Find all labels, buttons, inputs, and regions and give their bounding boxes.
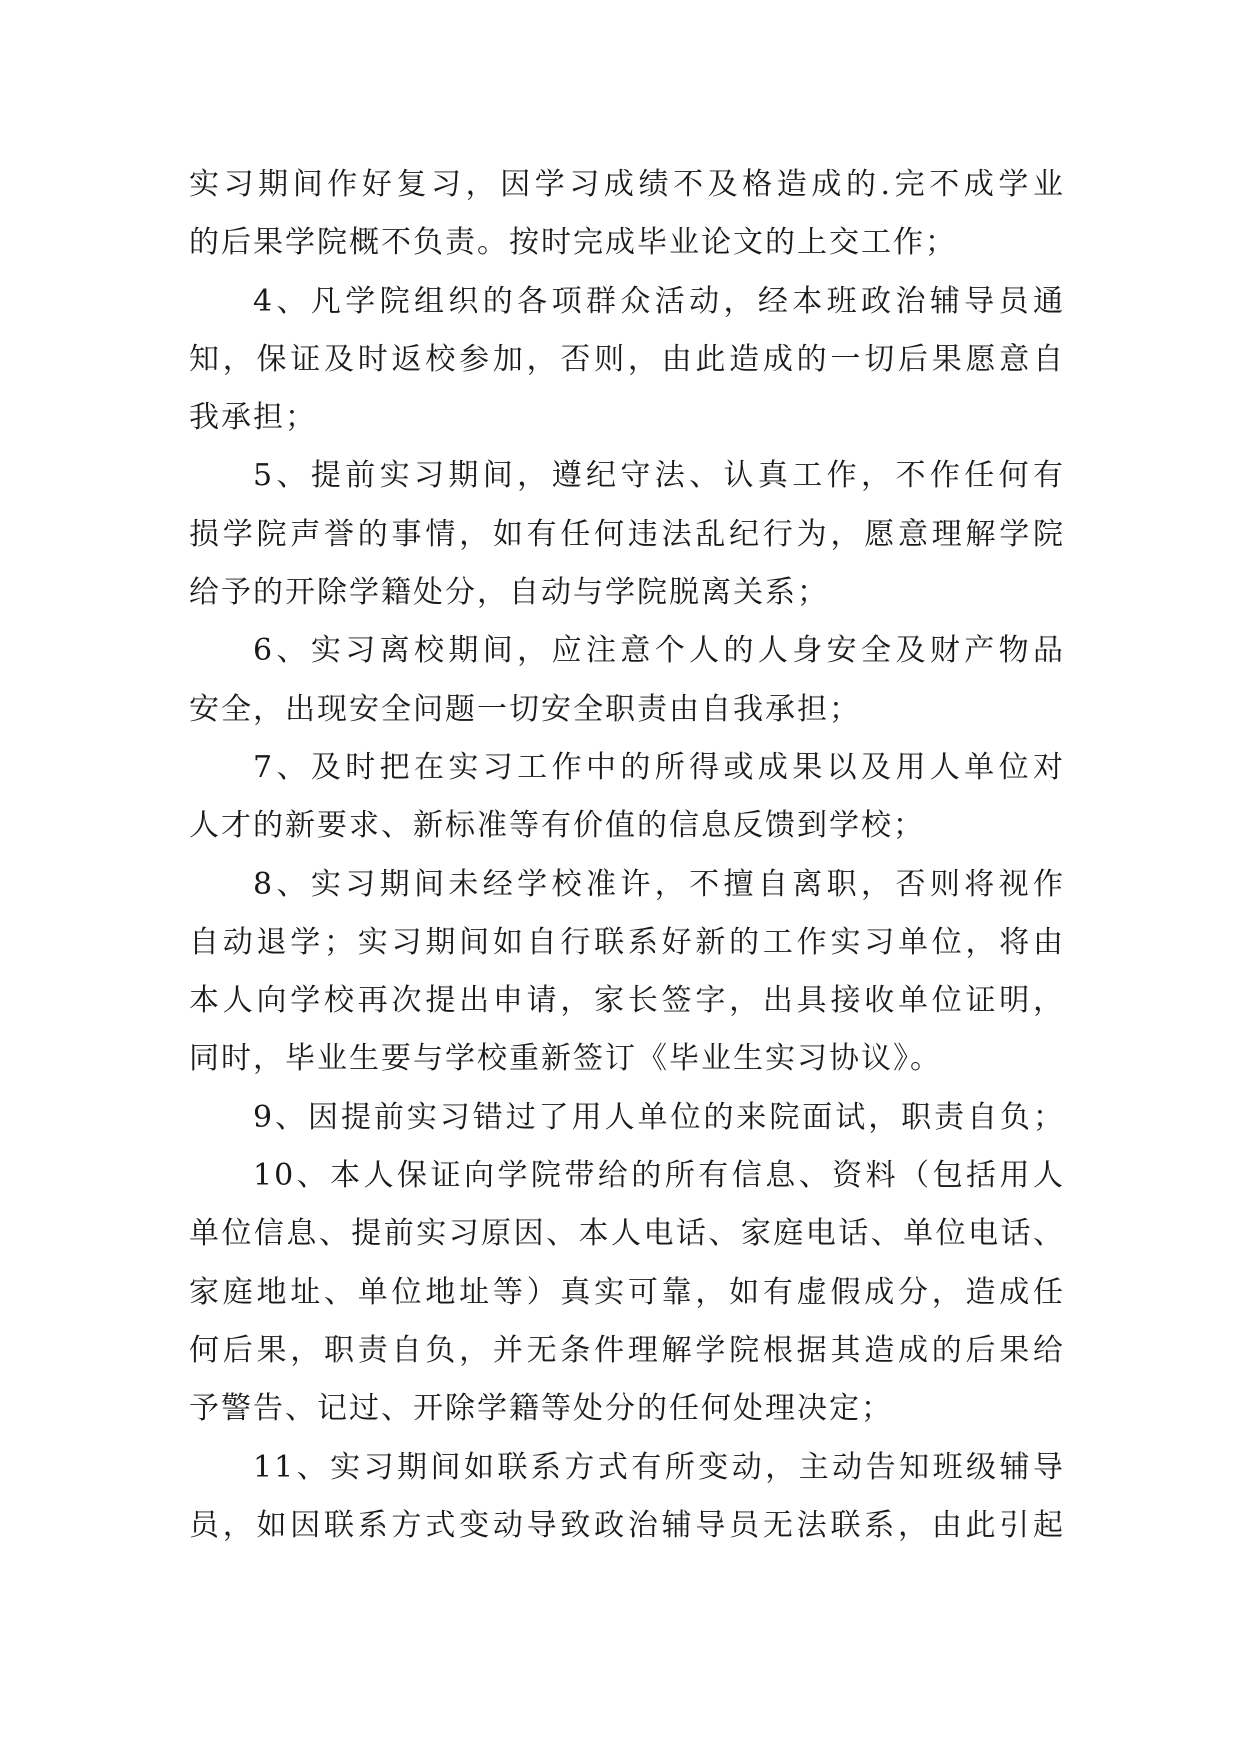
text-line: 员，如因联系方式变动导致政治辅导员无法联系，由此引起 — [189, 1507, 1065, 1543]
text-line: 同时，毕业生要与学校重新签订《毕业生实习协议》。 — [189, 1041, 942, 1077]
text-line: 10、本人保证向学院带给的所有信息、资料（包括用人 — [253, 1158, 1065, 1194]
document-body — [189, 156, 1065, 1555]
text-line: 实习期间作好复习，因学习成绩不及格造成的.完不成学业 — [189, 167, 1065, 202]
text-line: 11、实习期间如联系方式有所变动，主动告知班级辅导 — [253, 1449, 1065, 1485]
text-line: 安全，出现安全问题一切安全职责由自我承担； — [189, 691, 861, 727]
text-line: 损学院声誉的事情，如有任何违法乱纪行为，愿意理解学院 — [189, 516, 1065, 552]
text-line: 4、凡学院组织的各项群众活动，经本班政治辅导员通 — [253, 283, 1065, 319]
text-line: 予警告、记过、开除学籍等处分的任何处理决定； — [189, 1391, 893, 1427]
text-line: 我承担； — [189, 400, 317, 436]
text-line: 5、提前实习期间，遵纪守法、认真工作，不作任何有 — [253, 458, 1065, 494]
text-line: 单位信息、提前实习原因、本人电话、家庭电话、单位电话、 — [189, 1216, 1065, 1252]
text-line: 自动退学；实习期间如自行联系好新的工作实习单位，将由 — [189, 924, 1065, 960]
text-line: 本人向学校再次提出申请，家长签字，出具接收单位证明， — [189, 983, 1065, 1019]
text-line: 何后果，职责自负，并无条件理解学院根据其造成的后果给 — [189, 1332, 1065, 1368]
text-line: 6、实习离校期间，应注意个人的人身安全及财产物品 — [253, 633, 1065, 669]
text-line: 知，保证及时返校参加，否则，由此造成的一切后果愿意自 — [189, 341, 1065, 377]
text-line: 的后果学院概不负责。按时完成毕业论文的上交工作； — [189, 225, 957, 261]
text-line: 8、实习期间未经学校准许，不擅自离职，否则将视作 — [253, 866, 1065, 902]
text-line: 人才的新要求、新标准等有价值的信息反馈到学校； — [189, 808, 925, 844]
text-line: 家庭地址、单位地址等）真实可靠，如有虚假成分，造成任 — [189, 1274, 1065, 1310]
text-line: 给予的开除学籍处分，自动与学院脱离关系； — [189, 575, 829, 611]
text-line: 7、及时把在实习工作中的所得或成果以及用人单位对 — [253, 749, 1065, 785]
text-line: 9、因提前实习错过了用人单位的来院面试，职责自负； — [253, 1099, 1065, 1135]
